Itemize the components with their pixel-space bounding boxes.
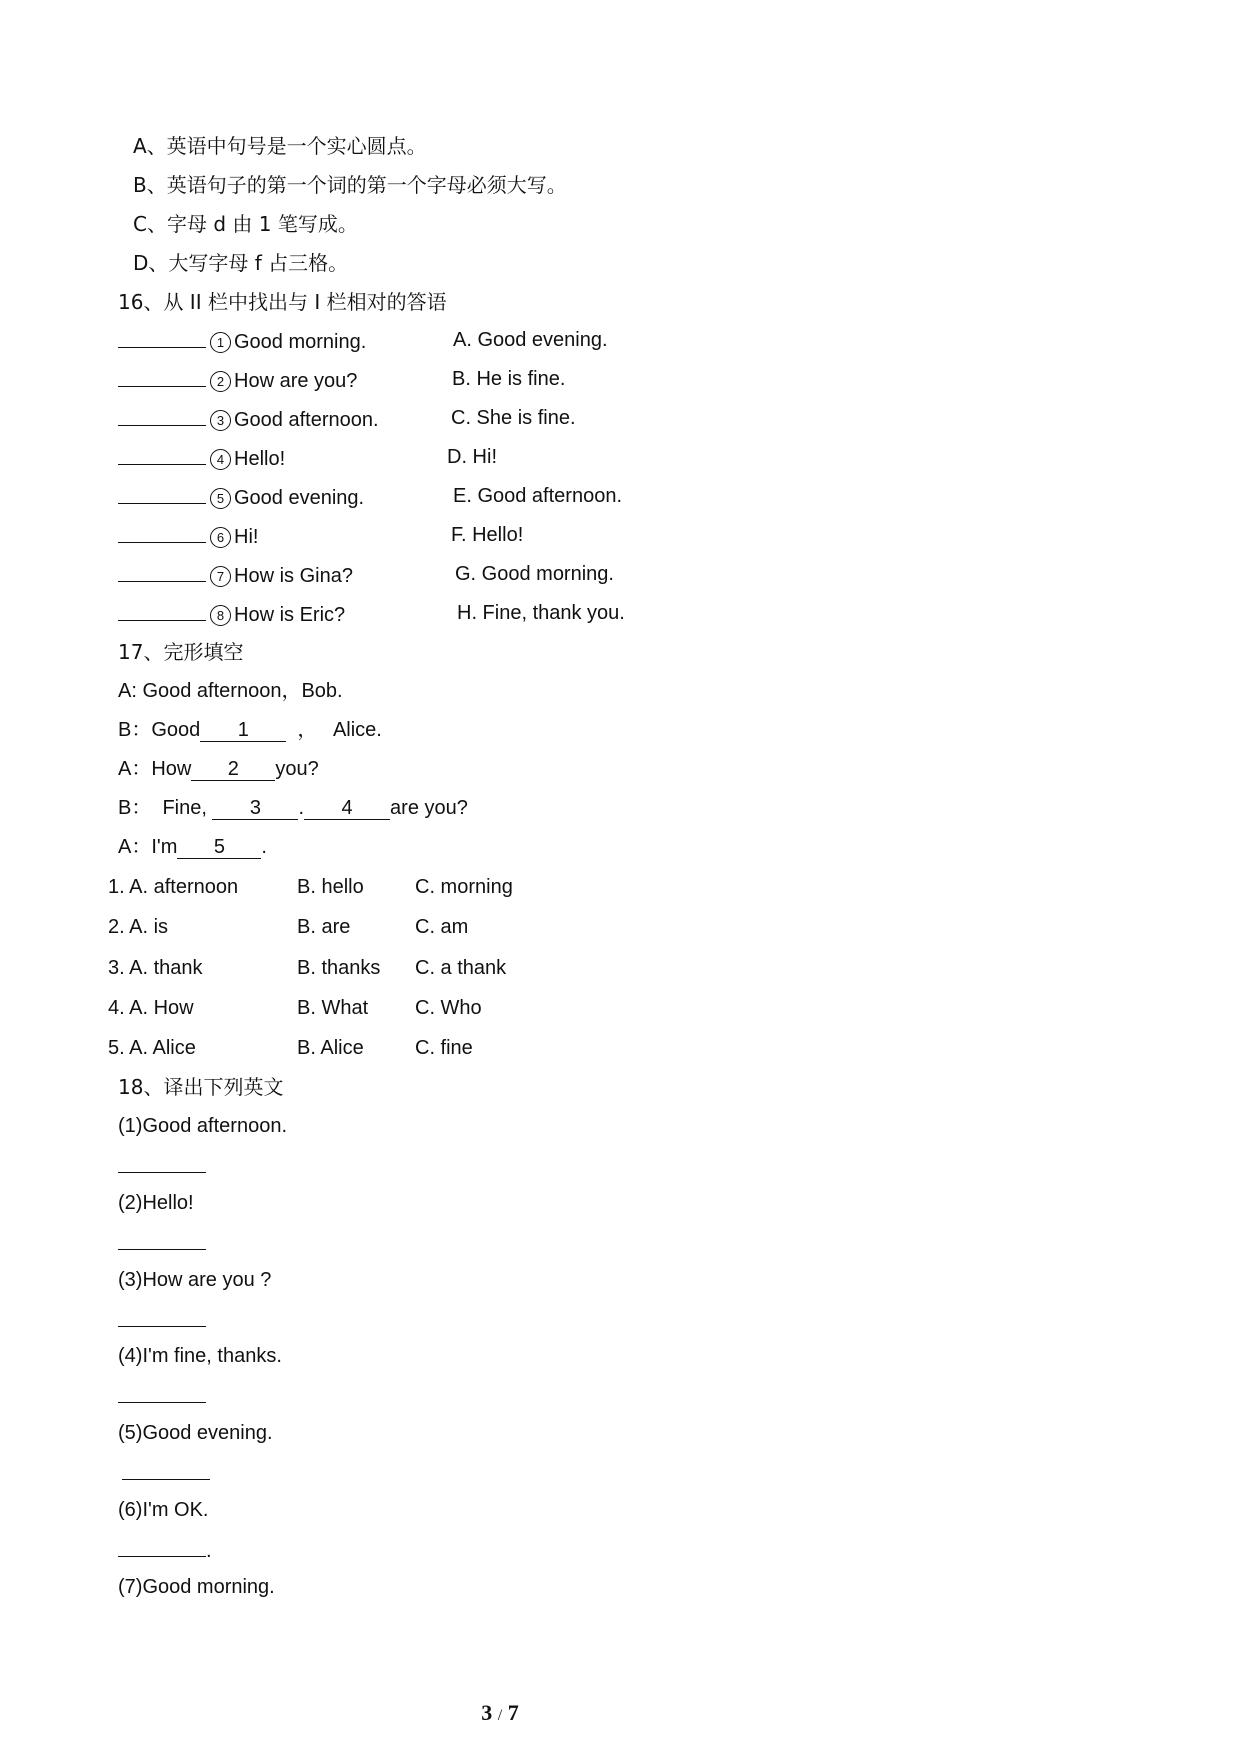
q17-option-c: C. a thank [415,957,507,979]
q17-dialogue-line-5: A：I'm 5 . [118,836,267,858]
q17-option-b: B. hello [297,876,364,898]
q18-item: (6)I'm OK. [118,1499,209,1521]
cloze-blank[interactable]: 5 [177,836,261,859]
q15-option-a: A、英语中句号是一个实心圆点。 [133,134,427,158]
q15-option-c: C、字母 d 由 1 笔写成。 [133,212,358,236]
q17-option-b: B. are [297,916,351,938]
answer-blank[interactable] [118,483,206,504]
cloze-blank[interactable]: 3 [212,797,298,820]
q17-option-num: 4. A. How [108,997,194,1019]
answer-blank[interactable] [118,405,206,426]
circled-number: 2 [210,371,231,392]
answer-blank[interactable] [118,1152,206,1173]
answer-blank[interactable] [118,366,206,387]
q17-option-c: C. fine [415,1037,473,1059]
circled-number: 6 [210,527,231,548]
q16-item: 3 Good afternoon. [118,405,379,433]
answer-blank[interactable] [118,1229,206,1250]
q17-dialogue-line-3: A：How 2 you? [118,758,319,780]
q16-item: 8 How is Eric? [118,600,345,628]
q18-answer-line [118,1306,206,1334]
q17-option-c: C. Who [415,997,482,1019]
q18-title: 18、译出下列英文 [118,1075,284,1099]
q16-answer-option: E. Good afternoon. [453,485,623,507]
q17-dialogue-line-2: B：Good 1 ， Alice. [118,719,382,741]
q17-option-c: C. morning [415,876,513,898]
q16-item: 5 Good evening. [118,483,364,511]
q16-answer-option: F. Hello! [451,524,524,546]
q16-item: 1 Good morning. [118,327,366,355]
circled-number: 4 [210,449,231,470]
q18-answer-line [122,1459,210,1487]
q17-option-num: 5. A. Alice [108,1037,196,1059]
circled-number: 1 [210,332,231,353]
q16-item: 6 Hi! [118,522,258,550]
q17-option-b: B. What [297,997,369,1019]
q16-item: 4 Hello! [118,444,285,472]
q15-option-d: D、大写字母 f 占三格。 [133,251,349,275]
q17-dialogue-line-1: A: Good afternoon，Bob. [118,680,343,702]
circled-number: 3 [210,410,231,431]
answer-blank[interactable] [118,522,206,543]
q17-dialogue-line-4: B： Fine, 3 . 4 are you? [118,797,468,819]
answer-blank[interactable] [118,327,206,348]
q18-answer-line [118,1229,206,1257]
q18-item: (1)Good afternoon. [118,1115,287,1137]
answer-blank[interactable] [118,561,206,582]
q18-item: (4)I'm fine, thanks. [118,1345,282,1367]
q18-answer-line [118,1152,206,1180]
q16-answer-option: D. Hi! [447,446,497,468]
q17-title: 17、完形填空 [118,640,244,664]
circled-number: 8 [210,605,231,626]
circled-number: 7 [210,566,231,587]
cloze-blank[interactable]: 1 [200,719,286,742]
q17-option-num: 3. A. thank [108,957,203,979]
q17-option-num: 2. A. is [108,916,169,938]
answer-blank[interactable] [118,1536,206,1557]
q17-option-b: B. thanks [297,957,381,979]
q16-answer-option: G. Good morning. [455,563,614,585]
q17-option-c: C. am [415,916,469,938]
answer-blank[interactable] [118,444,206,465]
q17-option-num: 1. A. afternoon [108,876,239,898]
answer-blank[interactable] [118,1306,206,1327]
circled-number: 5 [210,488,231,509]
q15-option-b: B、英语句子的第一个词的第一个字母必须大写。 [133,173,567,197]
q16-title: 16、从 II 栏中找出与 I 栏相对的答语 [118,290,447,314]
q18-answer-line [118,1382,206,1410]
q18-item: (7)Good morning. [118,1576,275,1598]
q16-answer-option: H. Fine, thank you. [457,602,625,624]
answer-blank[interactable] [122,1459,210,1480]
cloze-blank[interactable]: 4 [304,797,390,820]
q18-item: (2)Hello! [118,1192,194,1214]
q16-answer-option: B. He is fine. [452,368,566,390]
page-number: 3 / 7 [481,1700,519,1725]
q18-item: (5)Good evening. [118,1422,273,1444]
answer-blank[interactable] [118,600,206,621]
q16-item: 7 How is Gina? [118,561,353,589]
q16-answer-option: A. Good evening. [453,329,608,351]
q17-option-b: B. Alice [297,1037,364,1059]
q16-item: 2 How are you? [118,366,357,394]
cloze-blank[interactable]: 2 [191,758,275,781]
q16-answer-option: C. She is fine. [451,407,576,429]
q18-item: (3)How are you ? [118,1269,272,1291]
q18-answer-line: . [118,1536,212,1564]
answer-blank[interactable] [118,1382,206,1403]
